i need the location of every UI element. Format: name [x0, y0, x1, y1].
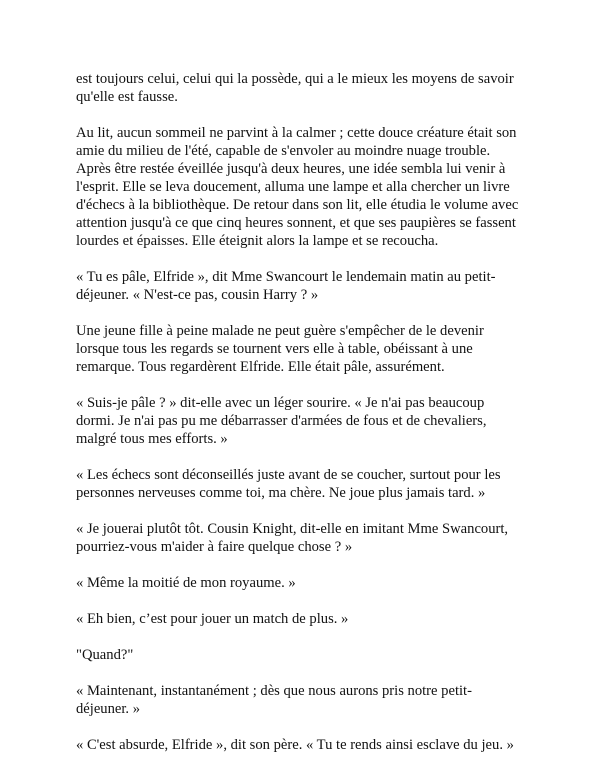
- document-page: [76, 70, 536, 772]
- paragraph-3: « Tu es pâle, Elfride », dit Mme Swancourt le lendemain matin au petit- déjeuner. « N'est-ce pas, cousin Harry ? »: [76, 269, 496, 303]
- paragraph-12: « C'est absurde, Elfride », dit son père. « Tu te rends ainsi esclave du jeu. »: [76, 737, 514, 753]
- paragraph-9: « Eh bien, c’est pour jouer un match de plus. »: [76, 611, 349, 627]
- paragraph-4: Une jeune fille à peine malade ne peut guère s'empêcher de le devenir lorsque tous les regards se tournent vers elle à table, obéissant à une remarque. Tous regardèrent Elfride. Elle était pâle, assurément.: [76, 323, 484, 375]
- paragraph-5: « Suis-je pâle ? » dit-elle avec un léger sourire. « Je n'ai pas beaucoup dormi. Je n'ai pas pu me débarrasser d'armées de fous et de chevaliers, malgré tous mes efforts. »: [76, 395, 487, 447]
- paragraph-10: "Quand?": [76, 647, 134, 663]
- paragraph-1: est toujours celui, celui qui la possède, qui a le mieux les moyens de savoir qu'elle est fausse.: [76, 71, 514, 105]
- paragraph-11: « Maintenant, instantanément ; dès que nous aurons pris notre petit- déjeuner. »: [76, 683, 472, 717]
- paragraph-8: « Même la moitié de mon royaume. »: [76, 575, 296, 591]
- paragraph-6: « Les échecs sont déconseillés juste avant de se coucher, surtout pour les personnes nerveuses comme toi, ma chère. Ne joue plus jamais tard. »: [76, 467, 501, 501]
- paragraph-2: Au lit, aucun sommeil ne parvint à la calmer ; cette douce créature était son amie du milieu de l'été, capable de s'envoler au moindre nuage trouble. Après être restée éveillée jusqu'à deux heures, une idée sembla lui venir à l'esprit. Elle se leva doucement, alluma une lampe et alla chercher un livre d'échecs à la bibliothèque. De retour dans son lit, elle étudia le volume avec attention jusqu'à ce que cinq heures sonnent, et que ses paupières se fassent lourdes et épaisses. Elle éteignit alors la lampe et se recoucha.: [76, 125, 519, 249]
- paragraph-7: « Je jouerai plutôt tôt. Cousin Knight, dit-elle en imitant Mme Swancourt, pourriez-vous m'aider à faire quelque chose ? »: [76, 521, 509, 555]
